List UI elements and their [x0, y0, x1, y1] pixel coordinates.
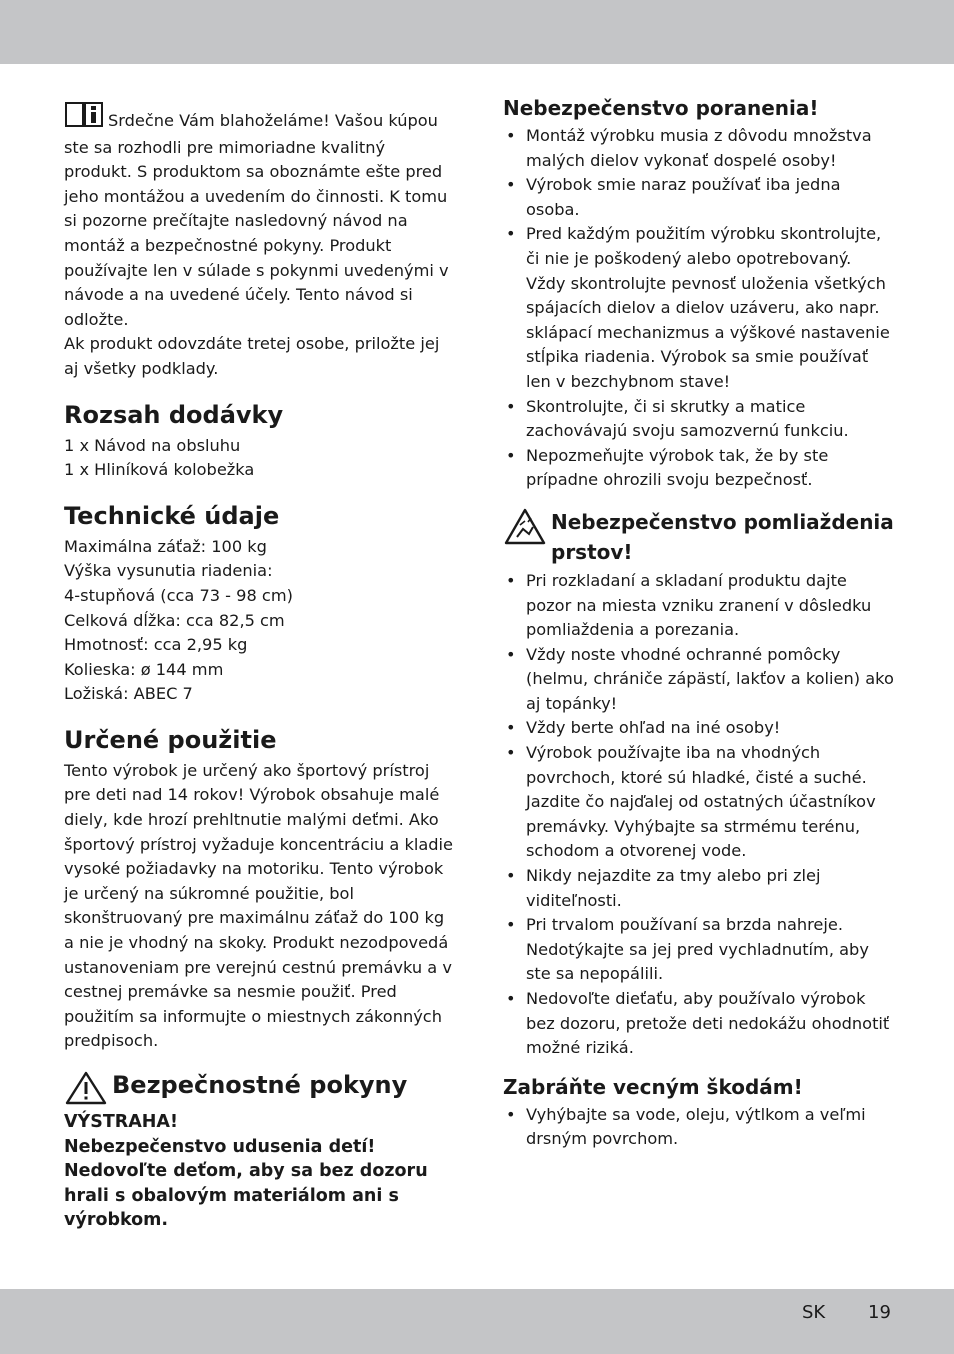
- left-column: [64, 100, 456, 1233]
- spec-line: Maximálna záťaž: 100 kg: [64, 536, 267, 556]
- list-item: • Pred každým použitím výrobku skontrolujte, či nie je poškodený alebo opotrebovaný. Vždy skontrolujte pevnosť uloženia všetkých spájacích dielov a dielov uzáveru, ako napr. sklápací mechanizmus a výškové nastavenie stĺpika riadenia. Výrobok sa smie používať len v bezchybnom stave!: [503, 222, 895, 394]
- spec-line: Kolieska: ø 144 mm: [64, 659, 224, 679]
- damage-title: Zabráňte vecným škodám!: [503, 1074, 803, 1099]
- safety-heading: [64, 1070, 456, 1106]
- crush-heading: [503, 507, 895, 567]
- damage-list: [503, 1103, 895, 1152]
- usage-text: Tento výrobok je určený ako športový prístroj pre deti nad 14 rokov! Výrobok obsahuje malé diely, kde hrozí prehltnutie malými deťmi. Ako športový prístroj vyžaduje koncentráciu a kladie vysoké požiadavky na motoriku. Tento výrobok je určený na súkromné použitie, bol skonštruovaný pre maximálnu záťaž do 100 kg a nie je vhodný na skoky. Produkt nezodpovedá ustanoveniam pre verejnú cestnú premávku a v cestnej premávke sa nesmie použiť. Pred použitím sa informujte o miestnych zákonných predpisoch.: [64, 760, 453, 1051]
- warning-label: VÝSTRAHA!: [64, 1112, 178, 1132]
- spec-line: Výška vysunutia riadenia:: [64, 561, 273, 581]
- list-item: • Vždy berte ohľad na iné osoby!: [503, 716, 895, 741]
- spec-line: 4-stupňová (cca 73 - 98 cm): [64, 585, 293, 605]
- list-item: • Pri trvalom používaní sa brzda nahreje. Nedotýkajte sa jej pred vychladnutím, aby ste sa nepopálili.: [503, 913, 895, 987]
- safety-warning: [64, 1110, 456, 1233]
- page-number: 19: [868, 1302, 891, 1323]
- list-item: • Montáž výrobku musia z dôvodu množstva malých dielov vykonať dospelé osoby!: [503, 124, 895, 173]
- right-column: [503, 94, 895, 1152]
- list-item: • Vyhýbajte sa vode, oleju, výtlkom a veľmi drsným povrchom.: [503, 1103, 895, 1152]
- spec-line: Hmotnosť: cca 2,95 kg: [64, 635, 248, 655]
- intro-text: Srdečne Vám blahoželáme! Vašou kúpou ste sa rozhodli pre mimoriadne kvalitný produkt. S produktom sa oboznámte ešte pred jeho montážou a uvedením do činnosti. K tomu si pozorne prečítajte nasledovný návod na montáž a bezpečnostné pokyny. Produkt používajte len v súlade s pokynmi uvedenými v návode a na uvedené účely. Tento návod si odložte.: [64, 111, 449, 329]
- warning-text: Nedovoľte deťom, aby sa bez dozoru hrali s obalovým materiálom ani s výrobkom.: [64, 1161, 428, 1231]
- footer-language: SK: [802, 1302, 826, 1323]
- scope-item: 1 x Hliníková kolobežka: [64, 460, 255, 480]
- spec-line: Ložiská: ABEC 7: [64, 684, 193, 704]
- list-item: • Výrobok používajte iba na vhodných povrchoch, ktoré sú hladké, čisté a suché. Jazdite čo najďalej od ostatných účastníkov premávky. Vyhýbajte sa strmému terénu, schodom a otvorenej vode.: [503, 741, 895, 864]
- list-item: • Nedovoľte dieťaťu, aby používalo výrobok bez dozoru, pretože deti nedokážu ohodnotiť možné riziká.: [503, 987, 895, 1061]
- injury-title: Nebezpečenstvo poranenia!: [503, 96, 819, 120]
- safety-title: Bezpečnostné pokyny: [112, 1071, 408, 1099]
- spec-line: Celková dĺžka: cca 82,5 cm: [64, 610, 285, 630]
- warning-head: Nebezpečenstvo udusenia detí!: [64, 1136, 376, 1157]
- info-book-icon: [64, 100, 104, 136]
- scope-title: Rozsah dodávky: [64, 400, 284, 429]
- list-item: • Výrobok smie naraz používať iba jedna osoba.: [503, 173, 895, 222]
- scope-list: [64, 434, 456, 483]
- hand-crush-warning-icon: [503, 507, 547, 547]
- crush-title: Nebezpečenstvo pomliaždenia prstov!: [551, 509, 894, 564]
- warning-triangle-icon: [64, 1070, 108, 1106]
- injury-list: [503, 124, 895, 493]
- list-item: • Nikdy nejazdite za tmy alebo pri zlej viditeľnosti.: [503, 864, 895, 913]
- intro-text-2: Ak produkt odovzdáte tretej osobe, priložte jej aj všetky podklady.: [64, 334, 440, 378]
- usage-title: Určené použitie: [64, 725, 277, 754]
- list-item: • Pri rozkladaní a skladaní produktu dajte pozor na miesta vzniku zranení v dôsledku pomliaždenia a porezania.: [503, 569, 895, 643]
- crush-list: [503, 569, 895, 1061]
- list-item: • Skontrolujte, či si skrutky a matice zachovávajú svoju samozvernú funkciu.: [503, 395, 895, 444]
- header-band: [0, 0, 954, 64]
- specs-list: [64, 535, 456, 707]
- intro-paragraph: [64, 100, 456, 382]
- list-item: • Vždy noste vhodné ochranné pomôcky (helmu, chrániče zápästí, lakťov a kolien) ako aj topánky!: [503, 643, 895, 717]
- specs-title: Technické údaje: [64, 501, 280, 530]
- list-item: • Nepozmeňujte výrobok tak, že by ste prípadne ohrozili svoju bezpečnosť.: [503, 444, 895, 493]
- scope-item: 1 x Návod na obsluhu: [64, 435, 241, 455]
